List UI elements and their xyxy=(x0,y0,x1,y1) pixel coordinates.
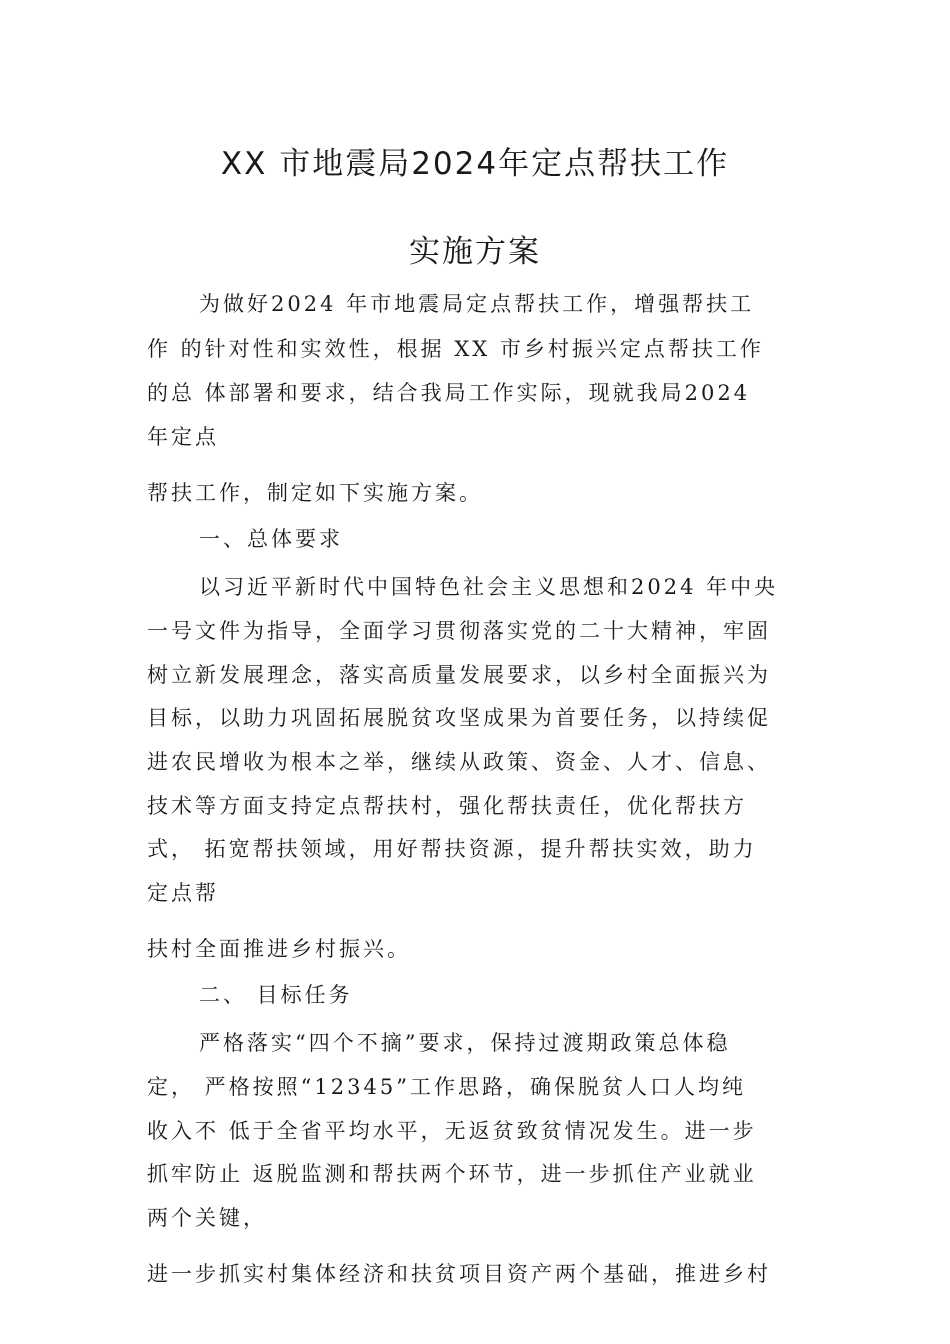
body-line: 一号文件为指导，全面学习贯彻落实党的二十大精神，牢固 xyxy=(147,619,771,643)
body-line: 两个关键， xyxy=(147,1206,267,1230)
section-heading: 一、总体要求 xyxy=(199,527,343,551)
body-line: 帮扶工作，制定如下实施方案。 xyxy=(147,481,483,505)
body-line: 定， 严格按照“12345”工作思路，确保脱贫人口人均纯 xyxy=(147,1075,746,1099)
body-line: 目标，以助力巩固拓展脱贫攻坚成果为首要任务，以持续促 xyxy=(147,706,771,730)
body-line: 严格落实“四个不摘”要求，保持过渡期政策总体稳 xyxy=(199,1031,731,1055)
body-line: 树立新发展理念，落实高质量发展要求，以乡村全面振兴为 xyxy=(147,663,771,687)
document-title-line1: XX 市地震局2024年定点帮扶工作 xyxy=(220,146,730,182)
body-line: 抓牢防止 返脱监测和帮扶两个环节，进一步抓住产业就业 xyxy=(147,1162,757,1186)
body-line: 进一步抓实村集体经济和扶贫项目资产两个基础，推进乡村 xyxy=(147,1262,771,1286)
body-line: 定点帮 xyxy=(147,881,219,905)
body-line: 收入不 低于全省平均水平，无返贫致贫情况发生。进一步 xyxy=(147,1119,757,1143)
body-line: 以习近平新时代中国特色社会主义思想和2024 年中央 xyxy=(199,575,779,599)
document-title-line2: 实施方案 xyxy=(409,234,541,270)
section-heading: 二、 目标任务 xyxy=(199,983,353,1007)
body-line: 的总 体部署和要求，结合我局工作实际，现就我局2024 xyxy=(147,381,751,405)
body-line: 作 的针对性和实效性，根据 XX 市乡村振兴定点帮扶工作 xyxy=(147,337,764,361)
body-line: 进农民增收为根本之举，继续从政策、资金、人才、信息、 xyxy=(147,750,771,774)
body-line: 式， 拓宽帮扶领域，用好帮扶资源，提升帮扶实效，助力 xyxy=(147,837,757,861)
body-line: 扶村全面推进乡村振兴。 xyxy=(147,937,411,961)
body-line: 技术等方面支持定点帮扶村，强化帮扶责任，优化帮扶方 xyxy=(147,794,747,818)
body-line: 年定点 xyxy=(147,425,219,449)
body-line: 为做好2024 年市地震局定点帮扶工作，增强帮扶工 xyxy=(199,292,755,316)
